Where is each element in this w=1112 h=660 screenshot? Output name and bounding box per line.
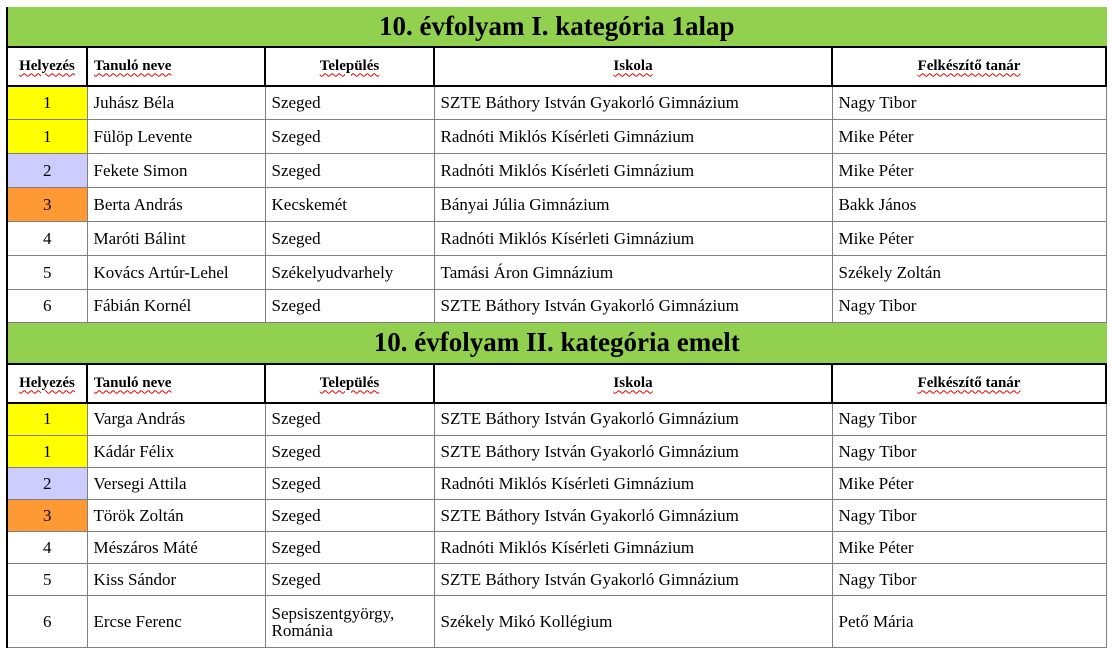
teacher-cell: Mike Péter bbox=[832, 222, 1106, 256]
results-sheet bbox=[6, 7, 1105, 648]
school-cell: SZTE Báthory István Gyakorló Gimnázium bbox=[434, 290, 832, 323]
school-cell: Bányai Júlia Gimnázium bbox=[434, 188, 832, 222]
school-cell: Radnóti Miklós Kísérleti Gimnázium bbox=[434, 468, 832, 500]
town-cell: Szeged bbox=[265, 290, 434, 323]
teacher-cell: Mike Péter bbox=[832, 468, 1106, 500]
column-header: Tanuló neve bbox=[87, 364, 265, 403]
column-header: Felkészítő tanár bbox=[832, 364, 1106, 403]
teacher-cell: Pető Mária bbox=[832, 596, 1106, 648]
table-row bbox=[7, 436, 1106, 468]
school-cell: Radnóti Miklós Kísérleti Gimnázium bbox=[434, 222, 832, 256]
section-title: 10. évfolyam I. kategória 1alap bbox=[7, 8, 1106, 47]
table-row bbox=[7, 290, 1106, 323]
school-cell: Radnóti Miklós Kísérleti Gimnázium bbox=[434, 120, 832, 154]
name-cell: Mészáros Máté bbox=[87, 532, 265, 564]
rank-cell: 2 bbox=[7, 468, 87, 500]
school-cell: SZTE Báthory István Gyakorló Gimnázium bbox=[434, 500, 832, 532]
rank-cell: 4 bbox=[7, 222, 87, 256]
school-cell: Tamási Áron Gimnázium bbox=[434, 256, 832, 290]
table-row bbox=[7, 532, 1106, 564]
school-cell: SZTE Báthory István Gyakorló Gimnázium bbox=[434, 436, 832, 468]
rank-cell: 1 bbox=[7, 86, 87, 120]
town-cell: Szeged bbox=[265, 532, 434, 564]
name-cell: Kovács Artúr-Lehel bbox=[87, 256, 265, 290]
name-cell: Török Zoltán bbox=[87, 500, 265, 532]
teacher-cell: Nagy Tibor bbox=[832, 436, 1106, 468]
teacher-cell: Mike Péter bbox=[832, 120, 1106, 154]
rank-cell: 1 bbox=[7, 403, 87, 436]
rank-cell: 1 bbox=[7, 120, 87, 154]
name-cell: Juhász Béla bbox=[87, 86, 265, 120]
column-header-row bbox=[7, 364, 1106, 403]
column-header: Helyezés bbox=[7, 47, 87, 86]
teacher-cell: Nagy Tibor bbox=[832, 500, 1106, 532]
name-cell: Ercse Ferenc bbox=[87, 596, 265, 648]
table-row bbox=[7, 468, 1106, 500]
name-cell: Fekete Simon bbox=[87, 154, 265, 188]
teacher-cell: Bakk János bbox=[832, 188, 1106, 222]
section-title-row bbox=[7, 323, 1106, 364]
rank-cell: 5 bbox=[7, 256, 87, 290]
rank-cell: 3 bbox=[7, 500, 87, 532]
school-cell: Székely Mikó Kollégium bbox=[434, 596, 832, 648]
town-cell: Szeged bbox=[265, 403, 434, 436]
name-cell: Fábián Kornél bbox=[87, 290, 265, 323]
table-row bbox=[7, 188, 1106, 222]
town-cell: Székelyudvarhely bbox=[265, 256, 434, 290]
column-header: Helyezés bbox=[7, 364, 87, 403]
school-cell: Radnóti Miklós Kísérleti Gimnázium bbox=[434, 154, 832, 188]
teacher-cell: Mike Péter bbox=[832, 154, 1106, 188]
table-row bbox=[7, 564, 1106, 596]
school-cell: SZTE Báthory István Gyakorló Gimnázium bbox=[434, 564, 832, 596]
school-cell: Radnóti Miklós Kísérleti Gimnázium bbox=[434, 532, 832, 564]
rank-cell: 6 bbox=[7, 596, 87, 648]
table-row bbox=[7, 222, 1106, 256]
table-row bbox=[7, 403, 1106, 436]
column-header: Tanuló neve bbox=[87, 47, 265, 86]
town-cell: Szeged bbox=[265, 500, 434, 532]
name-cell: Versegi Attila bbox=[87, 468, 265, 500]
teacher-cell: Nagy Tibor bbox=[832, 403, 1106, 436]
rank-cell: 2 bbox=[7, 154, 87, 188]
column-header: Iskola bbox=[434, 364, 832, 403]
section-title-row bbox=[7, 8, 1106, 47]
section-title: 10. évfolyam II. kategória emelt bbox=[7, 323, 1106, 364]
rank-cell: 6 bbox=[7, 290, 87, 323]
name-cell: Kádár Félix bbox=[87, 436, 265, 468]
column-header-row bbox=[7, 47, 1106, 86]
column-header: Iskola bbox=[434, 47, 832, 86]
teacher-cell: Nagy Tibor bbox=[832, 290, 1106, 323]
town-cell: Szeged bbox=[265, 468, 434, 500]
town-cell: Szeged bbox=[265, 564, 434, 596]
column-header: Település bbox=[265, 47, 434, 86]
table-row bbox=[7, 500, 1106, 532]
town-cell: Szeged bbox=[265, 154, 434, 188]
column-header: Település bbox=[265, 364, 434, 403]
town-cell: Szeged bbox=[265, 222, 434, 256]
rank-cell: 4 bbox=[7, 532, 87, 564]
table-row bbox=[7, 86, 1106, 120]
town-cell: Sepsiszentgyörgy, Románia bbox=[265, 596, 434, 648]
name-cell: Kiss Sándor bbox=[87, 564, 265, 596]
rank-cell: 5 bbox=[7, 564, 87, 596]
school-cell: SZTE Báthory István Gyakorló Gimnázium bbox=[434, 86, 832, 120]
name-cell: Varga András bbox=[87, 403, 265, 436]
town-cell: Szeged bbox=[265, 120, 434, 154]
rank-cell: 3 bbox=[7, 188, 87, 222]
table-row bbox=[7, 256, 1106, 290]
teacher-cell: Székely Zoltán bbox=[832, 256, 1106, 290]
table-row bbox=[7, 596, 1106, 648]
name-cell: Fülöp Levente bbox=[87, 120, 265, 154]
results-table bbox=[6, 7, 1107, 648]
name-cell: Berta András bbox=[87, 188, 265, 222]
table-row bbox=[7, 154, 1106, 188]
name-cell: Maróti Bálint bbox=[87, 222, 265, 256]
school-cell: SZTE Báthory István Gyakorló Gimnázium bbox=[434, 403, 832, 436]
table-row bbox=[7, 120, 1106, 154]
rank-cell: 1 bbox=[7, 436, 87, 468]
town-cell: Szeged bbox=[265, 86, 434, 120]
town-cell: Kecskemét bbox=[265, 188, 434, 222]
town-cell: Szeged bbox=[265, 436, 434, 468]
teacher-cell: Nagy Tibor bbox=[832, 86, 1106, 120]
teacher-cell: Nagy Tibor bbox=[832, 564, 1106, 596]
teacher-cell: Mike Péter bbox=[832, 532, 1106, 564]
column-header: Felkészítő tanár bbox=[832, 47, 1106, 86]
